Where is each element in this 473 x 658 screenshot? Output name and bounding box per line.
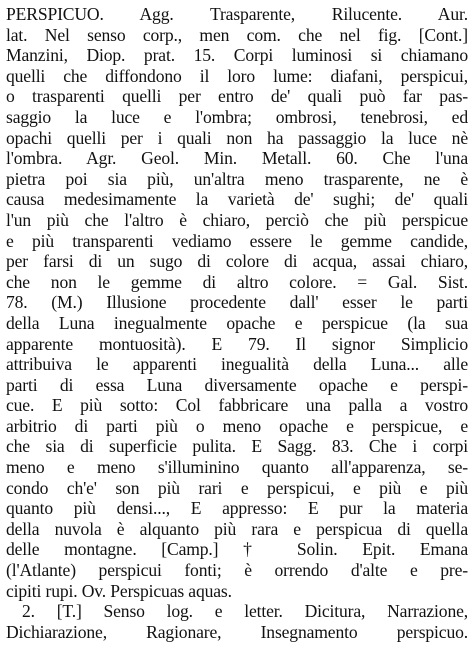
entry-line: apparente montuosità). E 79. Il signor Simplicio [6, 333, 468, 354]
entry-line: condo ch'e' son più rari e perspicui, e più e più [6, 477, 468, 498]
entry-line: l'un più che l'altro è chiaro, perciò che più perspicue [6, 209, 468, 230]
entry-line: della nuvola è alquanto più rara e perspicua di quella [6, 518, 468, 539]
entry-line: attribuiva le apparenti inegualità della Luna... alle [6, 354, 468, 375]
entry-line: Dichiarazione, Ragionare, Insegnamento perspicuo. [6, 621, 468, 642]
entry-line: arbitrio di parti più o meno opache e perspicue, e [6, 415, 468, 436]
dictionary-entry-perspicuo [6, 4, 468, 642]
entry-line: quanto più densi..., E appresso: E pur la materia [6, 498, 468, 519]
entry-line: l'ombra. Agr. Geol. Min. Metall. 60. Che l'una [6, 148, 468, 169]
entry-line: cue. E più sotto: Col fabbricare una palla a vostro [6, 395, 468, 416]
entry-line: per farsi di un sugo di colore di acqua, assai chiaro, [6, 251, 468, 272]
entry-line: PERSPICUO. Agg. Trasparente, Rilucente. Aur. [6, 4, 468, 24]
entry-line: delle montagne. [Camp.] † Solin. Epit. Emana [6, 539, 468, 560]
entry-line-sense-2: 2. [T.] Senso log. e letter. Dicitura, Narrazione, [22, 601, 468, 622]
entry-line: saggio la luce e l'ombra; ombrosi, tenebrosi, ed [6, 106, 468, 127]
entry-line: (l'Atlante) perspicui fonti; è orrendo d'alte e pre- [6, 560, 468, 581]
entry-line: che non le gemme di altro colore. = Gal. Sist. [6, 271, 468, 292]
entry-line: e più transparenti vediamo essere le gemme candide, [6, 230, 468, 251]
entry-line: Manzini, Diop. prat. 15. Corpi luminosi si chiamano [6, 45, 468, 66]
entry-line: opachi quelli per i quali non ha passaggio la luce nè [6, 127, 468, 148]
entry-line: 78. (M.) Illusione procedente dall' esser le parti [6, 292, 468, 313]
entry-line: quelli che diffondono il loro lume: diafani, perspicui, [6, 65, 468, 86]
entry-line: meno e meno s'illuminino quanto all'apparenza, se- [6, 457, 468, 478]
entry-line: pietra poi sia più, un'altra meno trasparente, ne è [6, 168, 468, 189]
entry-line: causa medesimamente la varietà de' sughi; de' quali [6, 189, 468, 210]
entry-line: lat. Nel senso corp., men com. che nel fig. [Cont.] [6, 24, 468, 45]
entry-line: o trasparenti quelli per entro de' quali può far pas- [6, 86, 468, 107]
entry-line: cipiti rupi. Ov. Perspicuas aquas. [6, 580, 232, 601]
entry-line: che sia di superficie pulita. E Sagg. 83. Che i corpi [6, 436, 468, 457]
entry-line: parti di essa Luna diversamente opache e perspi- [6, 374, 468, 395]
entry-line: della Luna inegualmente opache e perspicue (la sua [6, 312, 468, 333]
